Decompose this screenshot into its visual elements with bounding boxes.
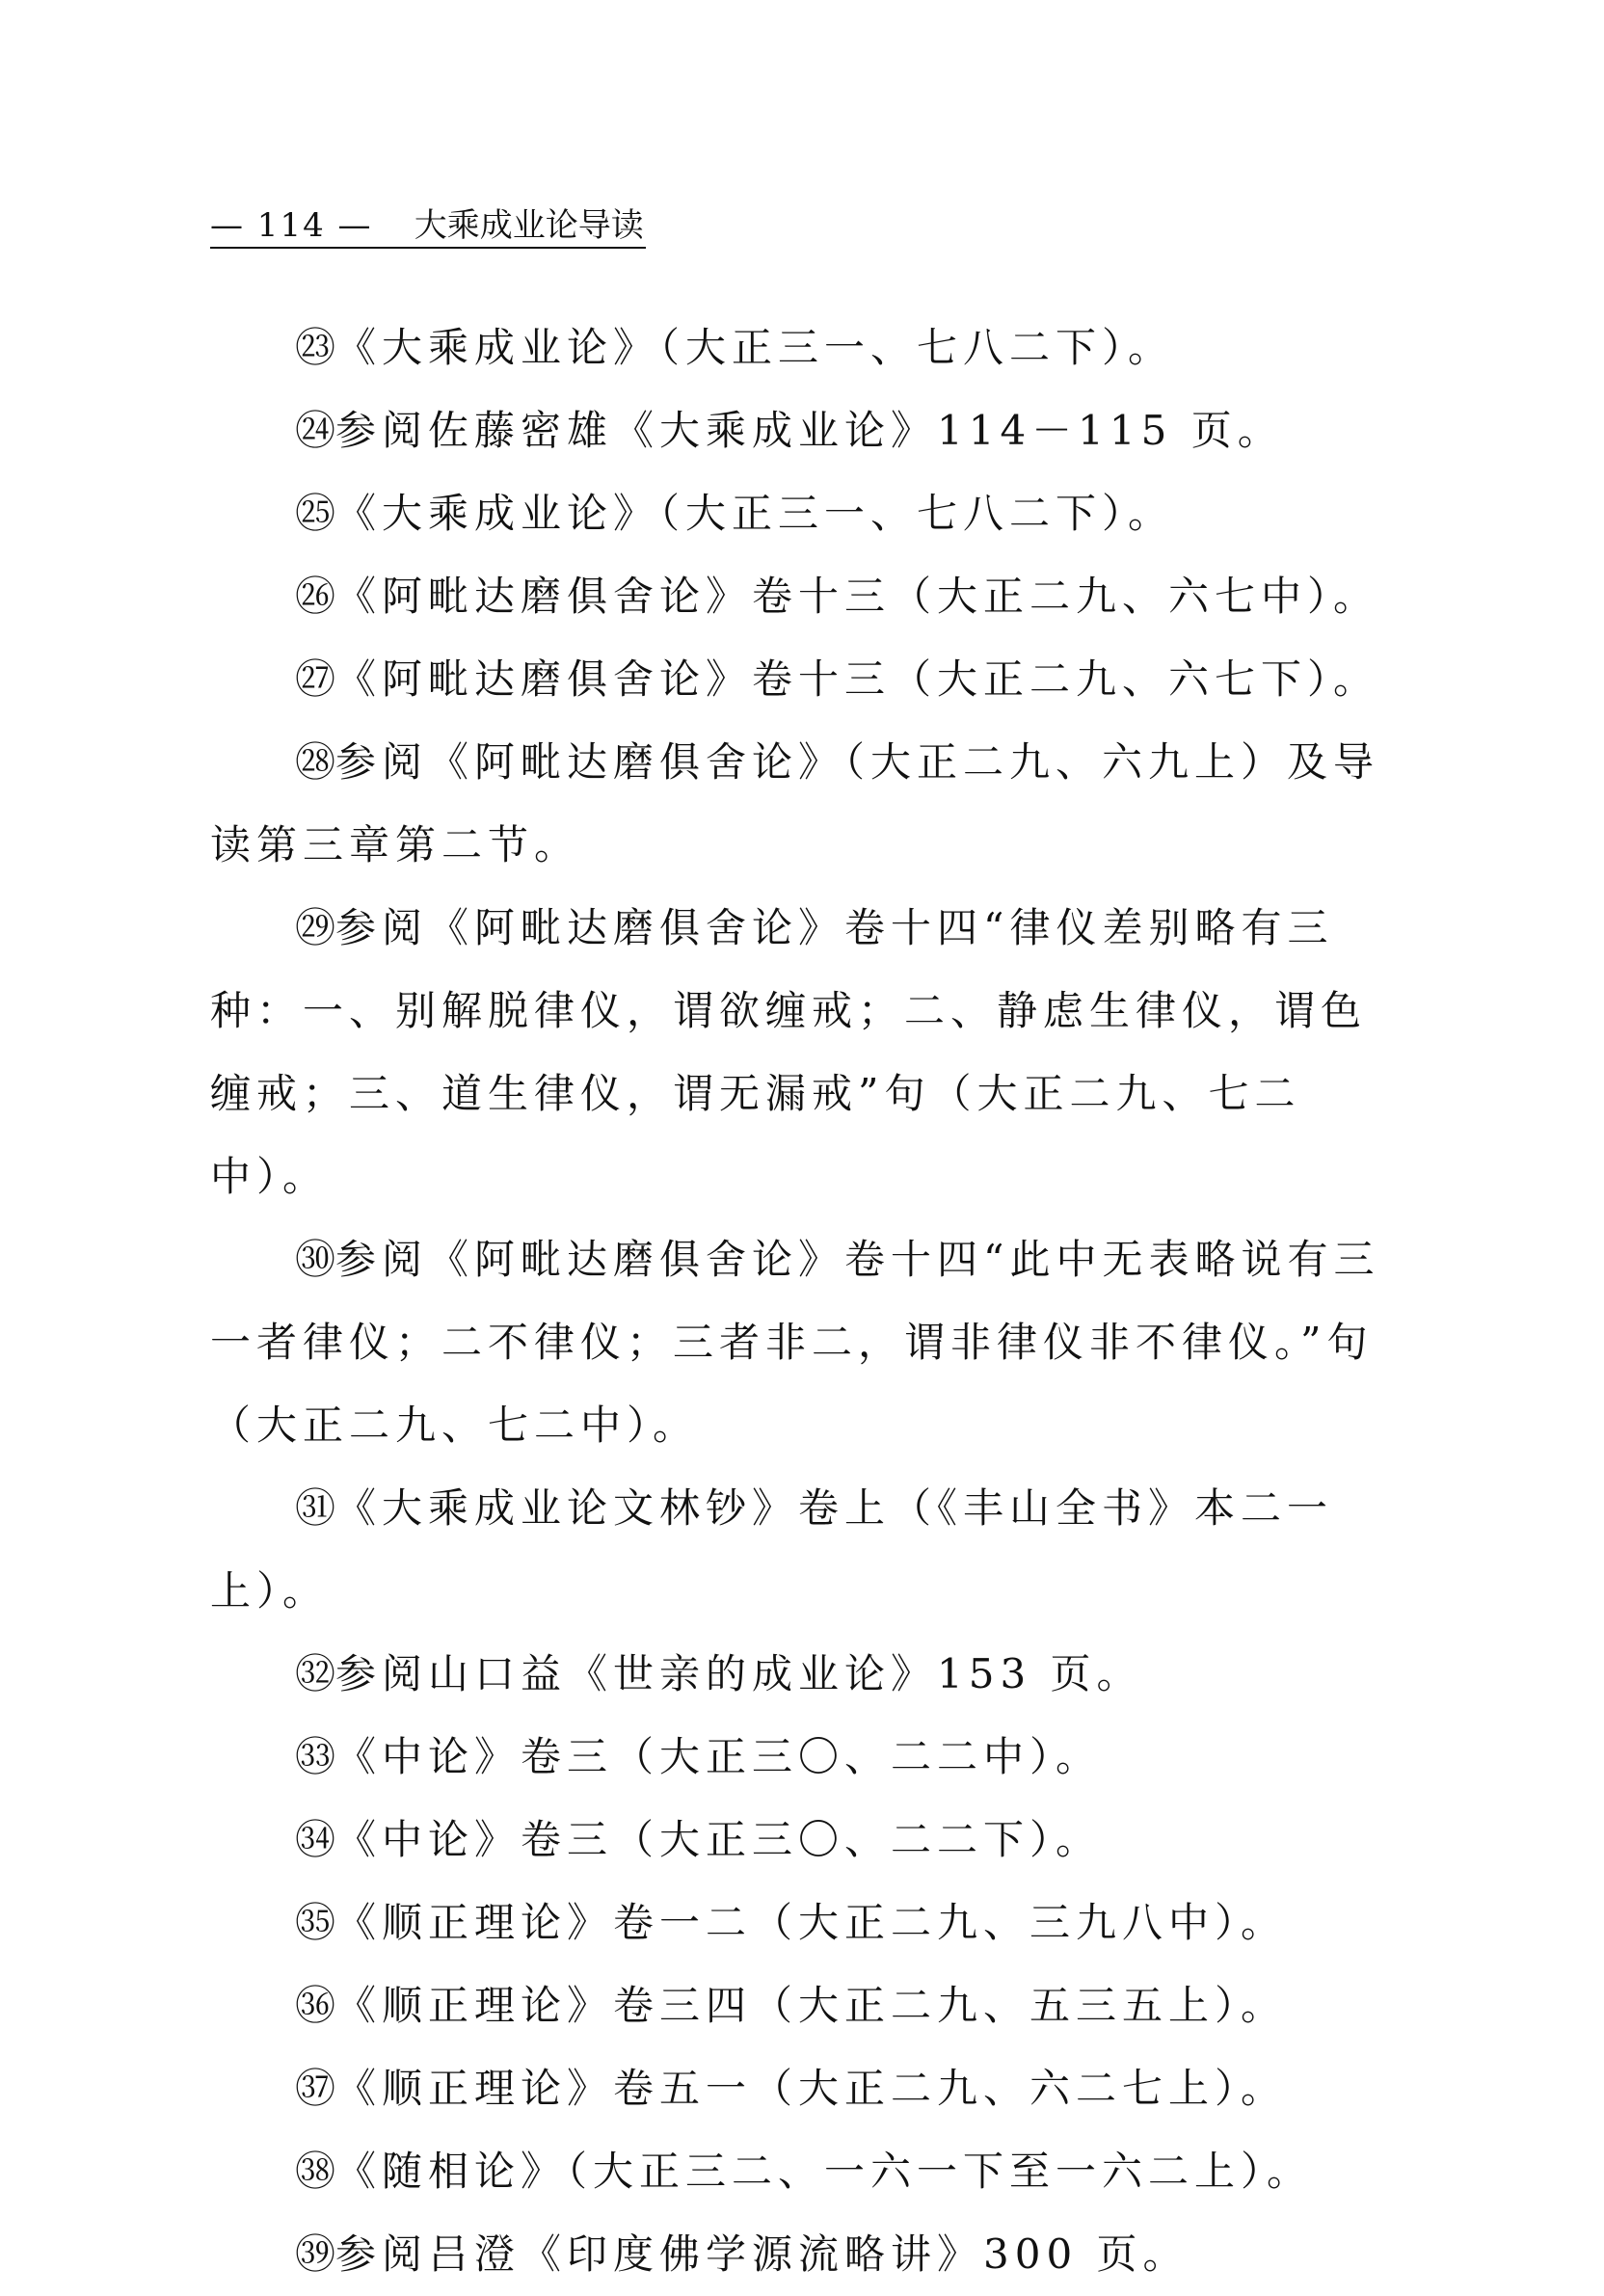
note-text: 参阅佐藤密雄《大乘成业论》114－115 页。 [335, 407, 1284, 454]
book-title: 大乘成业论导读 [414, 206, 644, 245]
note-number: ㉘ [295, 738, 336, 786]
note-text: 参阅山口益《世亲的成业论》153 页。 [335, 1650, 1143, 1697]
endnote-32 [210, 1633, 1386, 1716]
endnote-26 [210, 555, 1386, 638]
running-header [210, 204, 646, 249]
note-number: ㉗ [295, 655, 336, 703]
note-number: ㉕ [295, 490, 336, 537]
endnote-31 [210, 1467, 1386, 1633]
note-number: ㉔ [295, 407, 336, 454]
note-text: 参阅《阿毗达磨俱舍论》卷十四“律仪差别略有三种：一、别解脱律仪，谓欲缠戒；二、静虑生律仪，谓色缠戒；三、道生律仪，谓无漏戒”句（大正二九、七二中）。 [210, 904, 1368, 1200]
note-text: 《阿毗达磨俱舍论》卷十三（大正二九、六七中）。 [335, 573, 1380, 620]
note-number: ㉙ [295, 904, 336, 951]
page-number: — 114 — [210, 206, 373, 245]
note-text: 参阅《阿毗达磨俱舍论》卷十四“此中无表略说有三 一者律仪；二不律仪；三者非二，谓非律仪非不律仪。”句（大正二九、七二中）。 [210, 1236, 1427, 1449]
note-number: ㊳ [295, 2148, 336, 2195]
endnote-23 [210, 307, 1386, 389]
endnote-36 [210, 1964, 1386, 2047]
note-text: 《顺正理论》卷三四（大正二九、五三五上）。 [335, 1982, 1288, 2029]
note-text: 《顺正理论》卷五一（大正二九、六二七上）。 [335, 2065, 1288, 2112]
note-number: ㉝ [295, 1733, 336, 1780]
note-text: 《阿毗达磨俱舍论》卷十三（大正二九、六七下）。 [335, 655, 1380, 703]
endnote-24 [210, 389, 1386, 472]
note-number: ㉞ [295, 1816, 336, 1863]
note-number: ㊴ [295, 2230, 336, 2278]
endnote-25 [210, 472, 1386, 555]
note-text: 《中论》卷三（大正三〇、二二下）。 [335, 1816, 1103, 1863]
endnotes-list [210, 307, 1427, 2296]
note-number: ㉓ [295, 324, 336, 371]
note-text: 《大乘成业论》（大正三一、七八二下）。 [335, 324, 1175, 371]
note-text: 《顺正理论》卷一二（大正二九、三九八中）。 [335, 1899, 1288, 1946]
note-number: ㉜ [295, 1650, 336, 1697]
endnote-27 [210, 638, 1386, 721]
endnote-33 [210, 1716, 1386, 1799]
note-number: ㉛ [295, 1484, 336, 1532]
endnote-38 [210, 2130, 1386, 2213]
endnote-34 [210, 1799, 1386, 1882]
note-number: ㊲ [295, 2065, 336, 2112]
endnote-35 [210, 1882, 1386, 1964]
note-text: 《大乘成业论文林钞》卷上（《丰山全书》本二一上）。 [210, 1484, 1334, 1615]
note-text: 参阅吕澄《印度佛学源流略讲》300 页。 [335, 2230, 1190, 2278]
note-text: 《大乘成业论》（大正三一、七八二下）。 [335, 490, 1175, 537]
endnote-29 [210, 887, 1386, 1218]
endnote-39 [210, 2213, 1386, 2296]
note-text: 《随相论》（大正三二、一六一下至一六二上）。 [335, 2148, 1314, 2195]
endnote-28 [210, 721, 1386, 887]
note-number: ㉖ [295, 573, 336, 620]
note-text: 《中论》卷三（大正三〇、二二中）。 [335, 1733, 1103, 1780]
endnote-37 [210, 2047, 1386, 2130]
note-number: ㉚ [295, 1236, 336, 1283]
endnote-30 [210, 1218, 1427, 1467]
note-number: ㉟ [295, 1899, 336, 1946]
note-number: ㊱ [295, 1982, 336, 2029]
note-text: 参阅《阿毗达磨俱舍论》（大正二九、六九上）及导读第三章第二节。 [210, 738, 1380, 868]
